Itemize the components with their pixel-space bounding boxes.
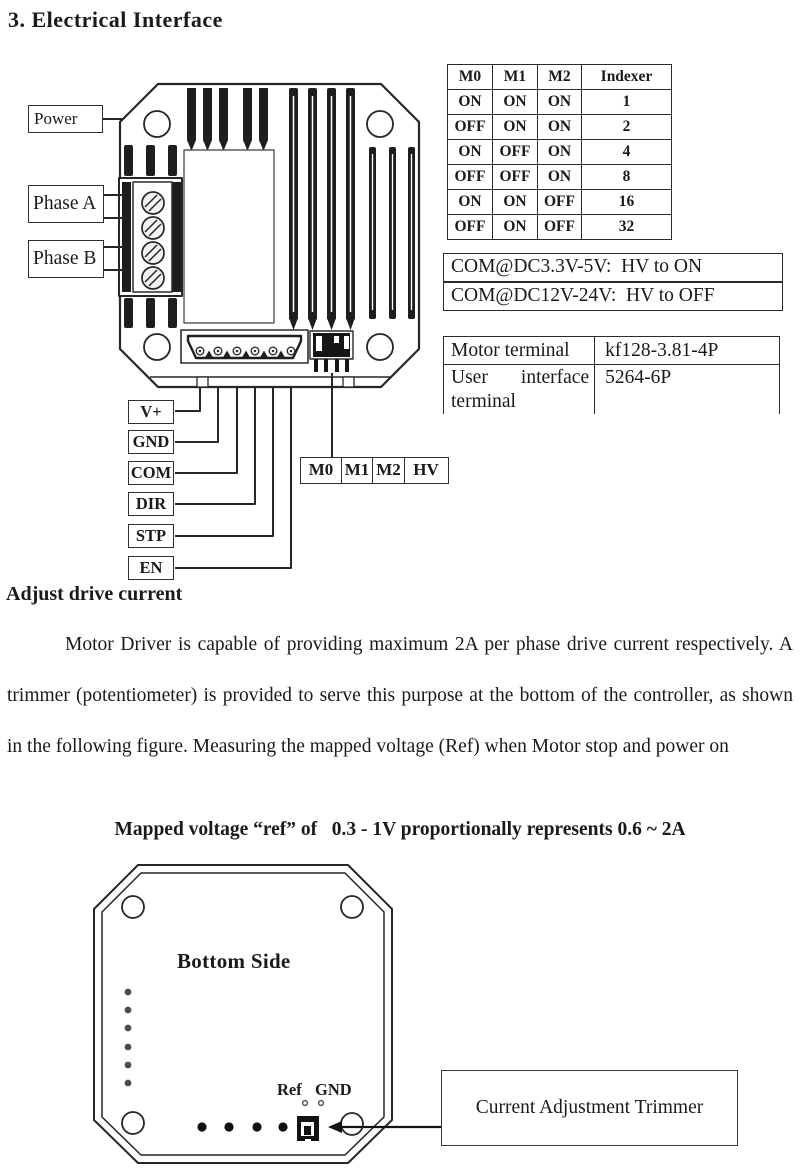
gnd-label: GND bbox=[315, 1080, 352, 1099]
table-cell: ON bbox=[493, 190, 538, 215]
driver-bottom-view-diagram bbox=[94, 865, 441, 1163]
mapped-voltage-note: Mapped voltage “ref” of 0.3 - 1V proportionally represents 0.6 ~ 2A bbox=[114, 819, 686, 840]
table-cell: ON bbox=[538, 165, 582, 190]
mounting-tab bbox=[197, 377, 208, 387]
pin-label-stp: STP bbox=[128, 524, 174, 548]
pin-label-gnd: GND bbox=[128, 430, 174, 454]
com-voltage-row: COM@DC3.3V-5V: HV to ON bbox=[443, 253, 783, 282]
mounting-hole bbox=[144, 334, 170, 360]
mounting-hole bbox=[367, 111, 393, 137]
column-header: M0 bbox=[448, 65, 493, 90]
mode-pin-m1: M1 bbox=[341, 457, 374, 484]
table-cell: ON bbox=[538, 140, 582, 165]
signal-connector bbox=[181, 330, 308, 363]
mounting-hole bbox=[144, 111, 170, 137]
table-row bbox=[444, 337, 779, 365]
table-cell: User interface terminal bbox=[444, 365, 595, 414]
table-row bbox=[444, 365, 779, 414]
column-header: M1 bbox=[493, 65, 538, 90]
table-cell: kf128-3.81-4P bbox=[595, 337, 779, 365]
trimmer-component bbox=[297, 1116, 319, 1142]
mode-pin-hv: HV bbox=[404, 457, 449, 484]
table-row bbox=[448, 190, 672, 215]
mounting-tab bbox=[343, 377, 354, 387]
table-header-row bbox=[448, 65, 672, 90]
microstep-indexer-table bbox=[447, 64, 672, 240]
table-cell: OFF bbox=[538, 215, 582, 240]
table-row bbox=[448, 140, 672, 165]
table-row bbox=[448, 115, 672, 140]
table-cell: 4 bbox=[582, 140, 672, 165]
power-label: Power bbox=[28, 105, 103, 133]
table-cell: ON bbox=[493, 115, 538, 140]
phase-a-label: Phase A bbox=[28, 185, 104, 223]
table-cell: OFF bbox=[493, 165, 538, 190]
table-row bbox=[448, 165, 672, 190]
mode-pin-row bbox=[300, 457, 449, 484]
pcb-window bbox=[184, 150, 274, 323]
trimmer-callout-box: Current Adjustment Trimmer bbox=[441, 1070, 738, 1146]
table-cell: 2 bbox=[582, 115, 672, 140]
table-cell: ON bbox=[493, 215, 538, 240]
table-cell: OFF bbox=[448, 115, 493, 140]
table-cell: OFF bbox=[538, 190, 582, 215]
table-cell: ON bbox=[493, 90, 538, 115]
table-cell: 8 bbox=[582, 165, 672, 190]
com-voltage-row: COM@DC12V-24V: HV to OFF bbox=[443, 282, 783, 311]
terminal-block bbox=[119, 178, 182, 296]
mounting-hole bbox=[367, 334, 393, 360]
mounting-hole bbox=[341, 896, 363, 918]
pin-label-vplus: V+ bbox=[128, 400, 174, 424]
mounting-hole bbox=[341, 1113, 363, 1135]
table-cell: 5264-6P bbox=[605, 367, 672, 388]
table-cell: 16 bbox=[582, 190, 672, 215]
table-cell: OFF bbox=[493, 140, 538, 165]
column-header: Indexer bbox=[582, 65, 672, 90]
table-row bbox=[448, 90, 672, 115]
table-cell: OFF bbox=[448, 165, 493, 190]
body-paragraph: Motor Driver is capable of providing maximum 2A per phase drive current respectively. A trimmer (potentiometer) is provided to serve this purpose at the bottom of the controller, as shown in the following figure. Measuring the mapped voltage (Ref) when Motor stop and power on bbox=[7, 634, 793, 757]
table-cell: ON bbox=[448, 190, 493, 215]
pin-label-com: COM bbox=[128, 461, 174, 485]
section-heading: Adjust drive current bbox=[6, 583, 183, 605]
table-cell: ON bbox=[448, 90, 493, 115]
pin-label-dir: DIR bbox=[128, 492, 174, 516]
mode-pin-m2: M2 bbox=[372, 457, 405, 484]
table-cell: Motor terminal bbox=[444, 337, 595, 365]
ref-label: Ref bbox=[277, 1080, 302, 1099]
table-row bbox=[448, 215, 672, 240]
phase-b-label: Phase B bbox=[28, 240, 104, 278]
terminal-type-table bbox=[443, 336, 780, 414]
table-cell: ON bbox=[538, 115, 582, 140]
mode-pin-m0: M0 bbox=[300, 457, 342, 484]
table-cell: OFF bbox=[448, 215, 493, 240]
pin-label-en: EN bbox=[128, 556, 174, 580]
table-cell: 32 bbox=[582, 215, 672, 240]
table-cell: 1 bbox=[582, 90, 672, 115]
page-title: 3. Electrical Interface bbox=[8, 7, 223, 32]
mounting-hole bbox=[122, 1112, 144, 1134]
table-cell: ON bbox=[538, 90, 582, 115]
mounting-hole bbox=[122, 896, 144, 918]
table-cell: ON bbox=[448, 140, 493, 165]
column-header: M2 bbox=[538, 65, 582, 90]
heatsink-fins-right bbox=[369, 147, 415, 319]
bottom-side-label: Bottom Side bbox=[177, 949, 291, 973]
